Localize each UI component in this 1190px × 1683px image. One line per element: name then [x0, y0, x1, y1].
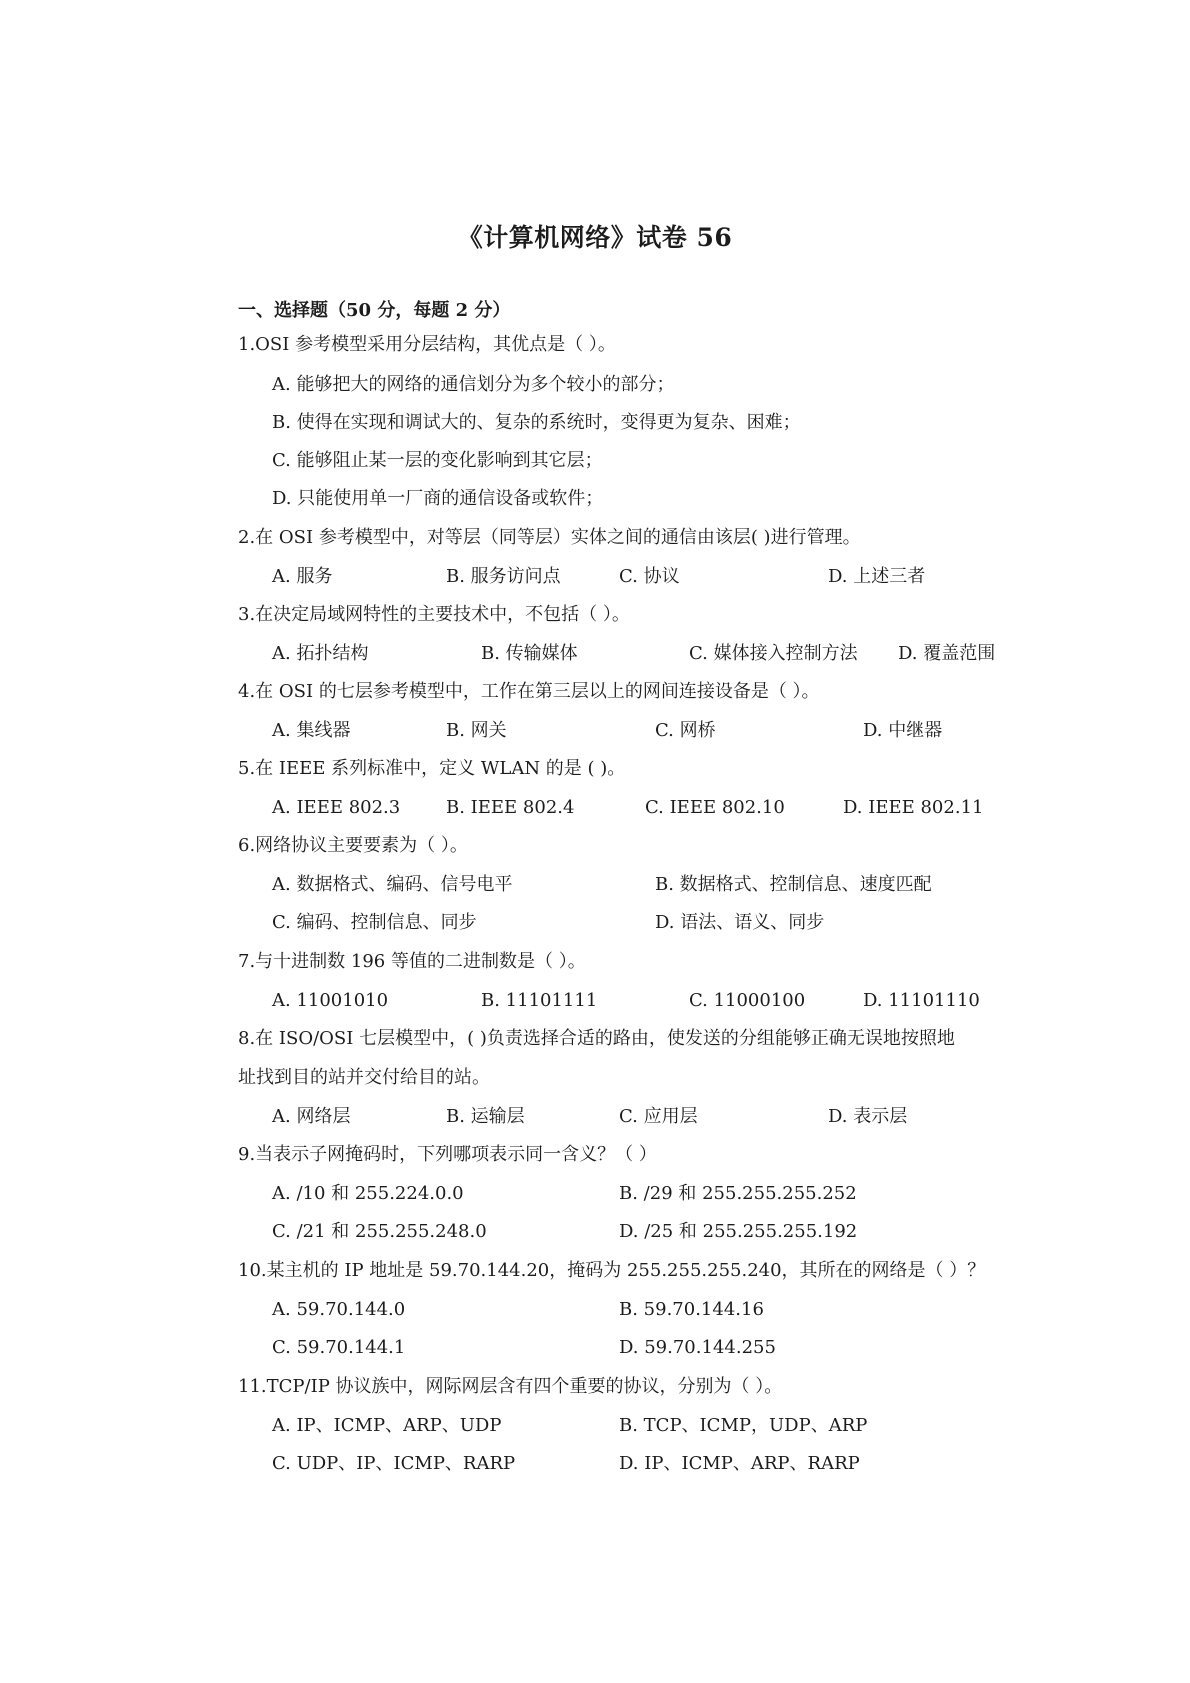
question-11-option-b: B. TCP、ICMP，UDP、ARP	[619, 1415, 868, 1436]
question-10-stem: 10.某主机的 IP 地址是 59.70.144.20，掩码为 255.255.255.240，其所在的网络是（ ）？	[238, 1260, 986, 1281]
question-10-option-d: D. 59.70.144.255	[619, 1337, 776, 1358]
question-4-option-c: C. 网桥	[655, 720, 716, 741]
question-5-option-c: C. IEEE 802.10	[645, 797, 785, 818]
question-6-option-b: B. 数据格式、控制信息、速度匹配	[655, 874, 932, 895]
question-11-option-d: D. IP、ICMP、ARP、RARP	[619, 1453, 860, 1474]
question-10-option-a: A. 59.70.144.0	[272, 1299, 406, 1320]
question-2-option-d: D. 上述三者	[828, 566, 926, 587]
question-8-option-b: B. 运输层	[446, 1106, 525, 1127]
question-2-option-a: A. 服务	[272, 566, 333, 587]
question-8-option-c: C. 应用层	[619, 1106, 698, 1127]
question-9-stem: 9.当表示子网掩码时，下列哪项表示同一含义？（ ）	[238, 1144, 657, 1165]
question-6-option-d: D. 语法、语义、同步	[655, 912, 825, 933]
question-7-option-b: B. 11101111	[481, 990, 598, 1011]
question-8-stem-line-1: 8.在 ISO/OSI 七层模型中，( )负责选择合适的路由，使发送的分组能够正确无误地按照地	[238, 1028, 955, 1049]
question-11-option-c: C. UDP、IP、ICMP、RARP	[272, 1453, 516, 1474]
question-7-option-a: A. 11001010	[272, 990, 389, 1011]
question-5-option-a: A. IEEE 802.3	[272, 797, 401, 818]
question-3-option-c: C. 媒体接入控制方法	[689, 643, 858, 664]
question-3-option-a: A. 拓扑结构	[272, 643, 369, 664]
question-2-option-b: B. 服务访问点	[446, 566, 561, 587]
question-2-stem: 2.在 OSI 参考模型中，对等层（同等层）实体之间的通信由该层( )进行管理。	[238, 527, 861, 548]
question-11-option-a: A. IP、ICMP、ARP、UDP	[272, 1415, 502, 1436]
question-6-option-a: A. 数据格式、编码、信号电平	[272, 874, 513, 895]
question-10-option-c: C. 59.70.144.1	[272, 1337, 406, 1358]
question-9-option-c: C. /21 和 255.255.248.0	[272, 1221, 487, 1242]
question-1-option-b: B. 使得在实现和调试大的、复杂的系统时，变得更为复杂、困难；	[272, 412, 801, 433]
question-11-stem: 11.TCP/IP 协议族中，网际网层含有四个重要的协议，分别为（ ）。	[238, 1376, 783, 1397]
question-6-stem: 6.网络协议主要要素为（ ）。	[238, 835, 468, 856]
question-7-stem: 7.与十进制数 196 等值的二进制数是（ ）。	[238, 951, 586, 972]
question-9-option-d: D. /25 和 255.255.255.192	[619, 1221, 858, 1242]
question-8-stem-line-2: 址找到目的站并交付给目的站。	[238, 1067, 490, 1088]
question-2-option-c: C. 协议	[619, 566, 680, 587]
question-5-option-b: B. IEEE 802.4	[446, 797, 575, 818]
question-4-option-b: B. 网关	[446, 720, 507, 741]
question-4-option-a: A. 集线器	[272, 720, 351, 741]
question-10-option-b: B. 59.70.144.16	[619, 1299, 764, 1320]
question-9-option-b: B. /29 和 255.255.255.252	[619, 1183, 857, 1204]
question-7-option-c: C. 11000100	[689, 990, 806, 1011]
question-1-option-a: A. 能够把大的网络的通信划分为多个较小的部分；	[272, 374, 675, 395]
exam-title: 《计算机网络》试卷 56	[457, 223, 733, 252]
question-9-option-a: A. /10 和 255.224.0.0	[272, 1183, 464, 1204]
question-5-stem: 5.在 IEEE 系列标准中，定义 WLAN 的是 ( )。	[238, 758, 626, 779]
question-1-option-d: D. 只能使用单一厂商的通信设备或软件；	[272, 488, 604, 509]
question-3-option-d: D. 覆盖范围	[898, 643, 996, 664]
question-7-option-d: D. 11101110	[863, 990, 980, 1011]
question-3-stem: 3.在决定局域网特性的主要技术中，不包括（ ）。	[238, 604, 630, 625]
question-1-stem: 1.OSI 参考模型采用分层结构，其优点是（ ）。	[238, 334, 616, 355]
section-heading: 一、选择题（50 分，每题 2 分）	[238, 300, 511, 321]
question-4-option-d: D. 中继器	[863, 720, 943, 741]
question-3-option-b: B. 传输媒体	[481, 643, 578, 664]
question-5-option-d: D. IEEE 802.11	[843, 797, 984, 818]
question-1-option-c: C. 能够阻止某一层的变化影响到其它层；	[272, 450, 603, 471]
question-8-option-a: A. 网络层	[272, 1106, 351, 1127]
question-4-stem: 4.在 OSI 的七层参考模型中，工作在第三层以上的网间连接设备是（ ）。	[238, 681, 820, 702]
question-8-option-d: D. 表示层	[828, 1106, 908, 1127]
question-6-option-c: C. 编码、控制信息、同步	[272, 912, 477, 933]
